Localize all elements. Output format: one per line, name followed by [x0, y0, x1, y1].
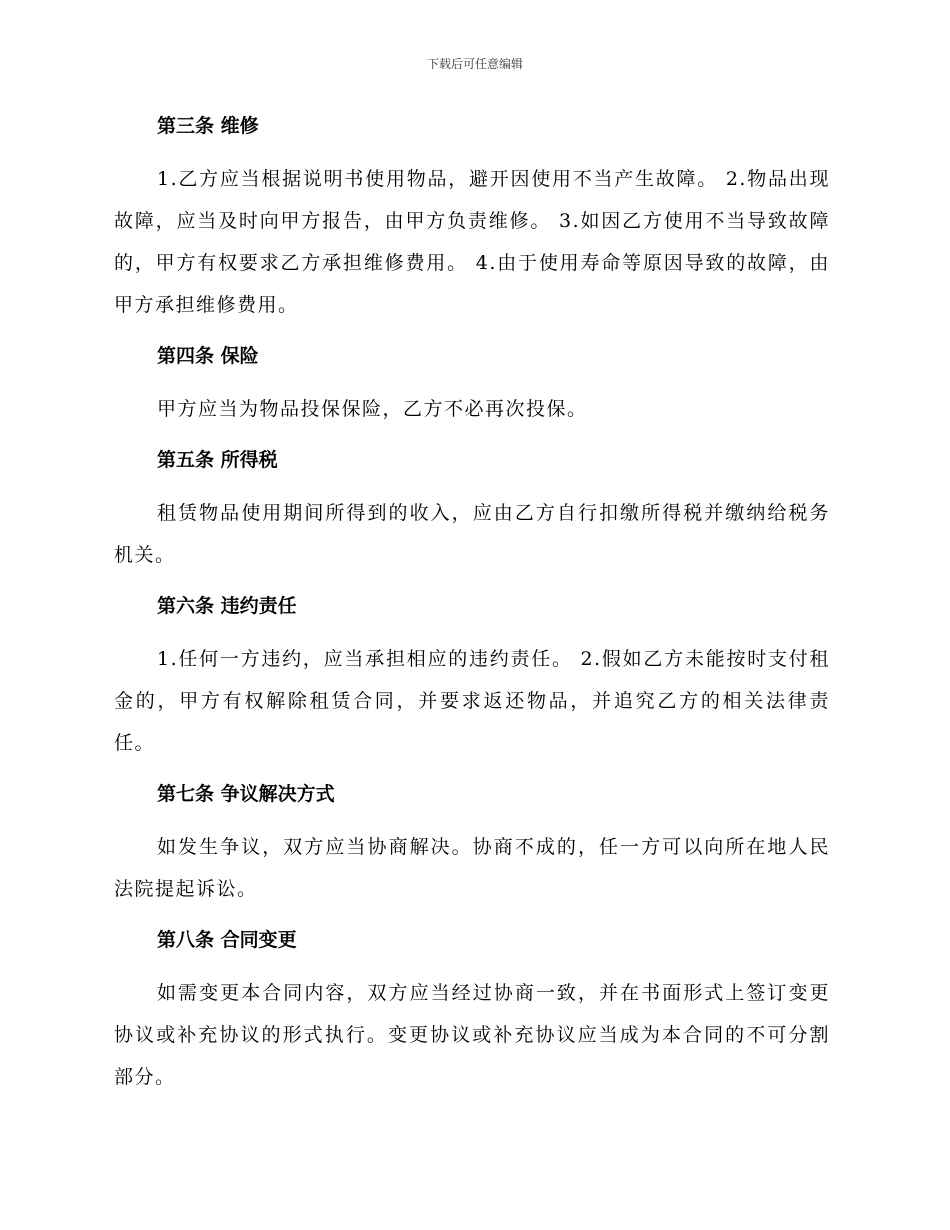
section-heading-6: 第六条 违约责任: [157, 595, 297, 617]
header-note: 下载后可任意编辑: [426, 57, 523, 71]
section-body-6: 1.任何一方违约，应当承担相应的违约责任。 2.假如乙方未能按时支付租金的，甲方有权解除租赁合同，并要求返还物品，并追究乙方的相关法律责任。: [114, 648, 830, 754]
section-heading-8: 第八条 合同变更: [157, 929, 297, 951]
section-body-3: 1.乙方应当根据说明书使用物品，避开因使用不当产生故障。 2.物品出现故障，应当及时向甲方报告，由甲方负责维修。 3.如因乙方使用不当导致故障的，甲方有权要求乙方承担维修费用。 4.由于使用寿命等原因导致的故障，由甲方承担维修费用。: [114, 168, 830, 316]
section-body-8: 如需变更本合同内容，双方应当经过协商一致，并在书面形式上签订变更协议或补充协议的形式执行。变更协议或补充协议应当成为本合同的不可分割部分。: [114, 982, 830, 1088]
section-heading-7: 第七条 争议解决方式: [157, 783, 335, 805]
section-heading-4: 第四条 保险: [157, 345, 259, 367]
section-heading-5: 第五条 所得税: [157, 449, 278, 471]
section-heading-3: 第三条 维修: [157, 115, 259, 137]
document-body: [114, 106, 830, 1108]
section-body-4: 甲方应当为物品投保保险，乙方不必再次投保。: [157, 398, 588, 420]
section-body-7: 如发生争议，双方应当协商解决。协商不成的，任一方可以向所在地人民法院提起诉讼。: [114, 836, 830, 900]
section-body-5: 租赁物品使用期间所得到的收入，应由乙方自行扣缴所得税并缴纳给税务机关。: [114, 502, 830, 566]
